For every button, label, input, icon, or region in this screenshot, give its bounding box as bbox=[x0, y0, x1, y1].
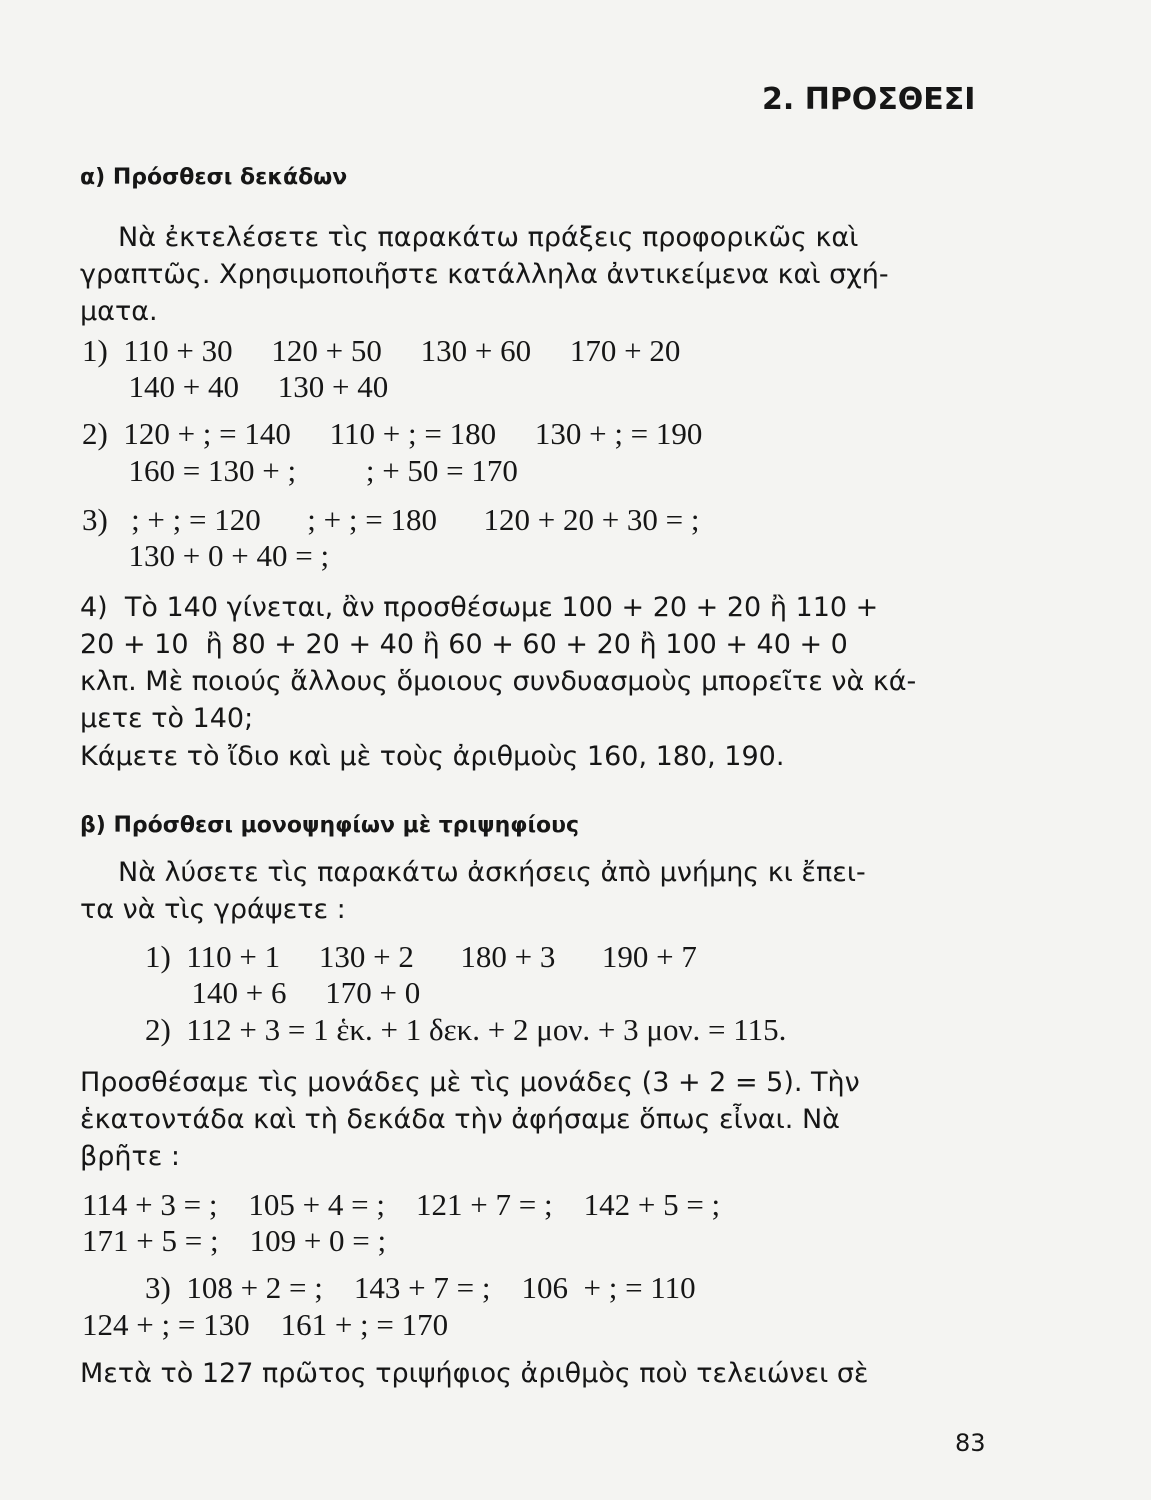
exercise-line: 3) 108 + 2 = ; 143 + 7 = ; 106 + ; = 110 bbox=[145, 1270, 696, 1305]
paragraph-line: Μετὰ τὸ 127 πρῶτος τριψήφιος ἀριθμὸς ποὺ τελειώνει σὲ bbox=[80, 1358, 869, 1389]
chapter-title: 2. ΠΡΟΣΘΕΣΙ bbox=[762, 82, 976, 117]
exercise-line: 1) 110 + 30 120 + 50 130 + 60 170 + 20 bbox=[82, 333, 681, 368]
exercise-line: 140 + 6 170 + 0 bbox=[145, 975, 421, 1010]
exercise-line: 114 + 3 = ; 105 + 4 = ; 121 + 7 = ; 142 + 5 = ; bbox=[82, 1187, 721, 1222]
exercise-line: 1) 110 + 1 130 + 2 180 + 3 190 + 7 bbox=[145, 939, 697, 974]
exercise-line: 2) 120 + ; = 140 110 + ; = 180 130 + ; = 190 bbox=[82, 416, 703, 451]
paragraph-line: Νὰ ἐκτελέσετε τὶς παρακάτω πράξεις προφορικῶς καὶ bbox=[118, 222, 859, 253]
paragraph-line: ματα. bbox=[80, 296, 158, 327]
exercise-line: μετε τὸ 140; bbox=[80, 703, 254, 734]
paragraph-line: βρῆτε : bbox=[80, 1141, 181, 1172]
exercise-line: 160 = 130 + ; ; + 50 = 170 bbox=[82, 453, 518, 488]
exercise-line: 124 + ; = 130 161 + ; = 170 bbox=[82, 1307, 449, 1342]
paragraph-line: Προσθέσαμε τὶς μονάδες μὲ τὶς μονάδες (3 + 2 = 5). Τὴν bbox=[80, 1067, 860, 1098]
section-heading: β) Πρόσθεσι μονοψηφίων μὲ τριψηφίους bbox=[80, 813, 580, 838]
exercise-line: 171 + 5 = ; 109 + 0 = ; bbox=[82, 1223, 387, 1258]
exercise-line: 130 + 0 + 40 = ; bbox=[82, 538, 330, 573]
exercise-line: 3) ; + ; = 120 ; + ; = 180 120 + 20 + 30 = ; bbox=[82, 502, 700, 537]
paragraph-line: ἑκατοντάδα καὶ τὴ δεκάδα τὴν ἀφήσαμε ὅπως εἶναι. Νὰ bbox=[80, 1104, 840, 1135]
exercise-line: 140 + 40 130 + 40 bbox=[82, 369, 389, 404]
exercise-line: 20 + 10 ἢ 80 + 20 + 40 ἢ 60 + 60 + 20 ἢ 100 + 40 + 0 bbox=[80, 629, 848, 660]
section-heading: α) Πρόσθεσι δεκάδων bbox=[80, 165, 348, 190]
exercise-line: κλπ. Μὲ ποιούς ἄλλους ὅμοιους συνδυασμοὺς μπορεῖτε νὰ κά- bbox=[80, 666, 917, 697]
paragraph-line: τα νὰ τὶς γράψετε : bbox=[80, 894, 346, 925]
exercise-line: Κάμετε τὸ ἴδιο καὶ μὲ τοὺς ἀριθμοὺς 160, 180, 190. bbox=[80, 741, 785, 772]
paragraph-line: γραπτῶς. Χρησιμοποιῆστε κατάλληλα ἀντικείμενα καὶ σχή- bbox=[80, 259, 889, 290]
exercise-line: 2) 112 + 3 = 1 ἑκ. + 1 δεκ. + 2 μον. + 3 μον. = 115. bbox=[145, 1012, 787, 1047]
page-number: 83 bbox=[955, 1429, 986, 1457]
exercise-line: 4) Τὸ 140 γίνεται, ἂν προσθέσωμε 100 + 20 + 20 ἢ 110 + bbox=[80, 592, 879, 623]
paragraph-line: Νὰ λύσετε τὶς παρακάτω ἀσκήσεις ἀπὸ μνήμης κι ἔπει- bbox=[118, 857, 866, 888]
